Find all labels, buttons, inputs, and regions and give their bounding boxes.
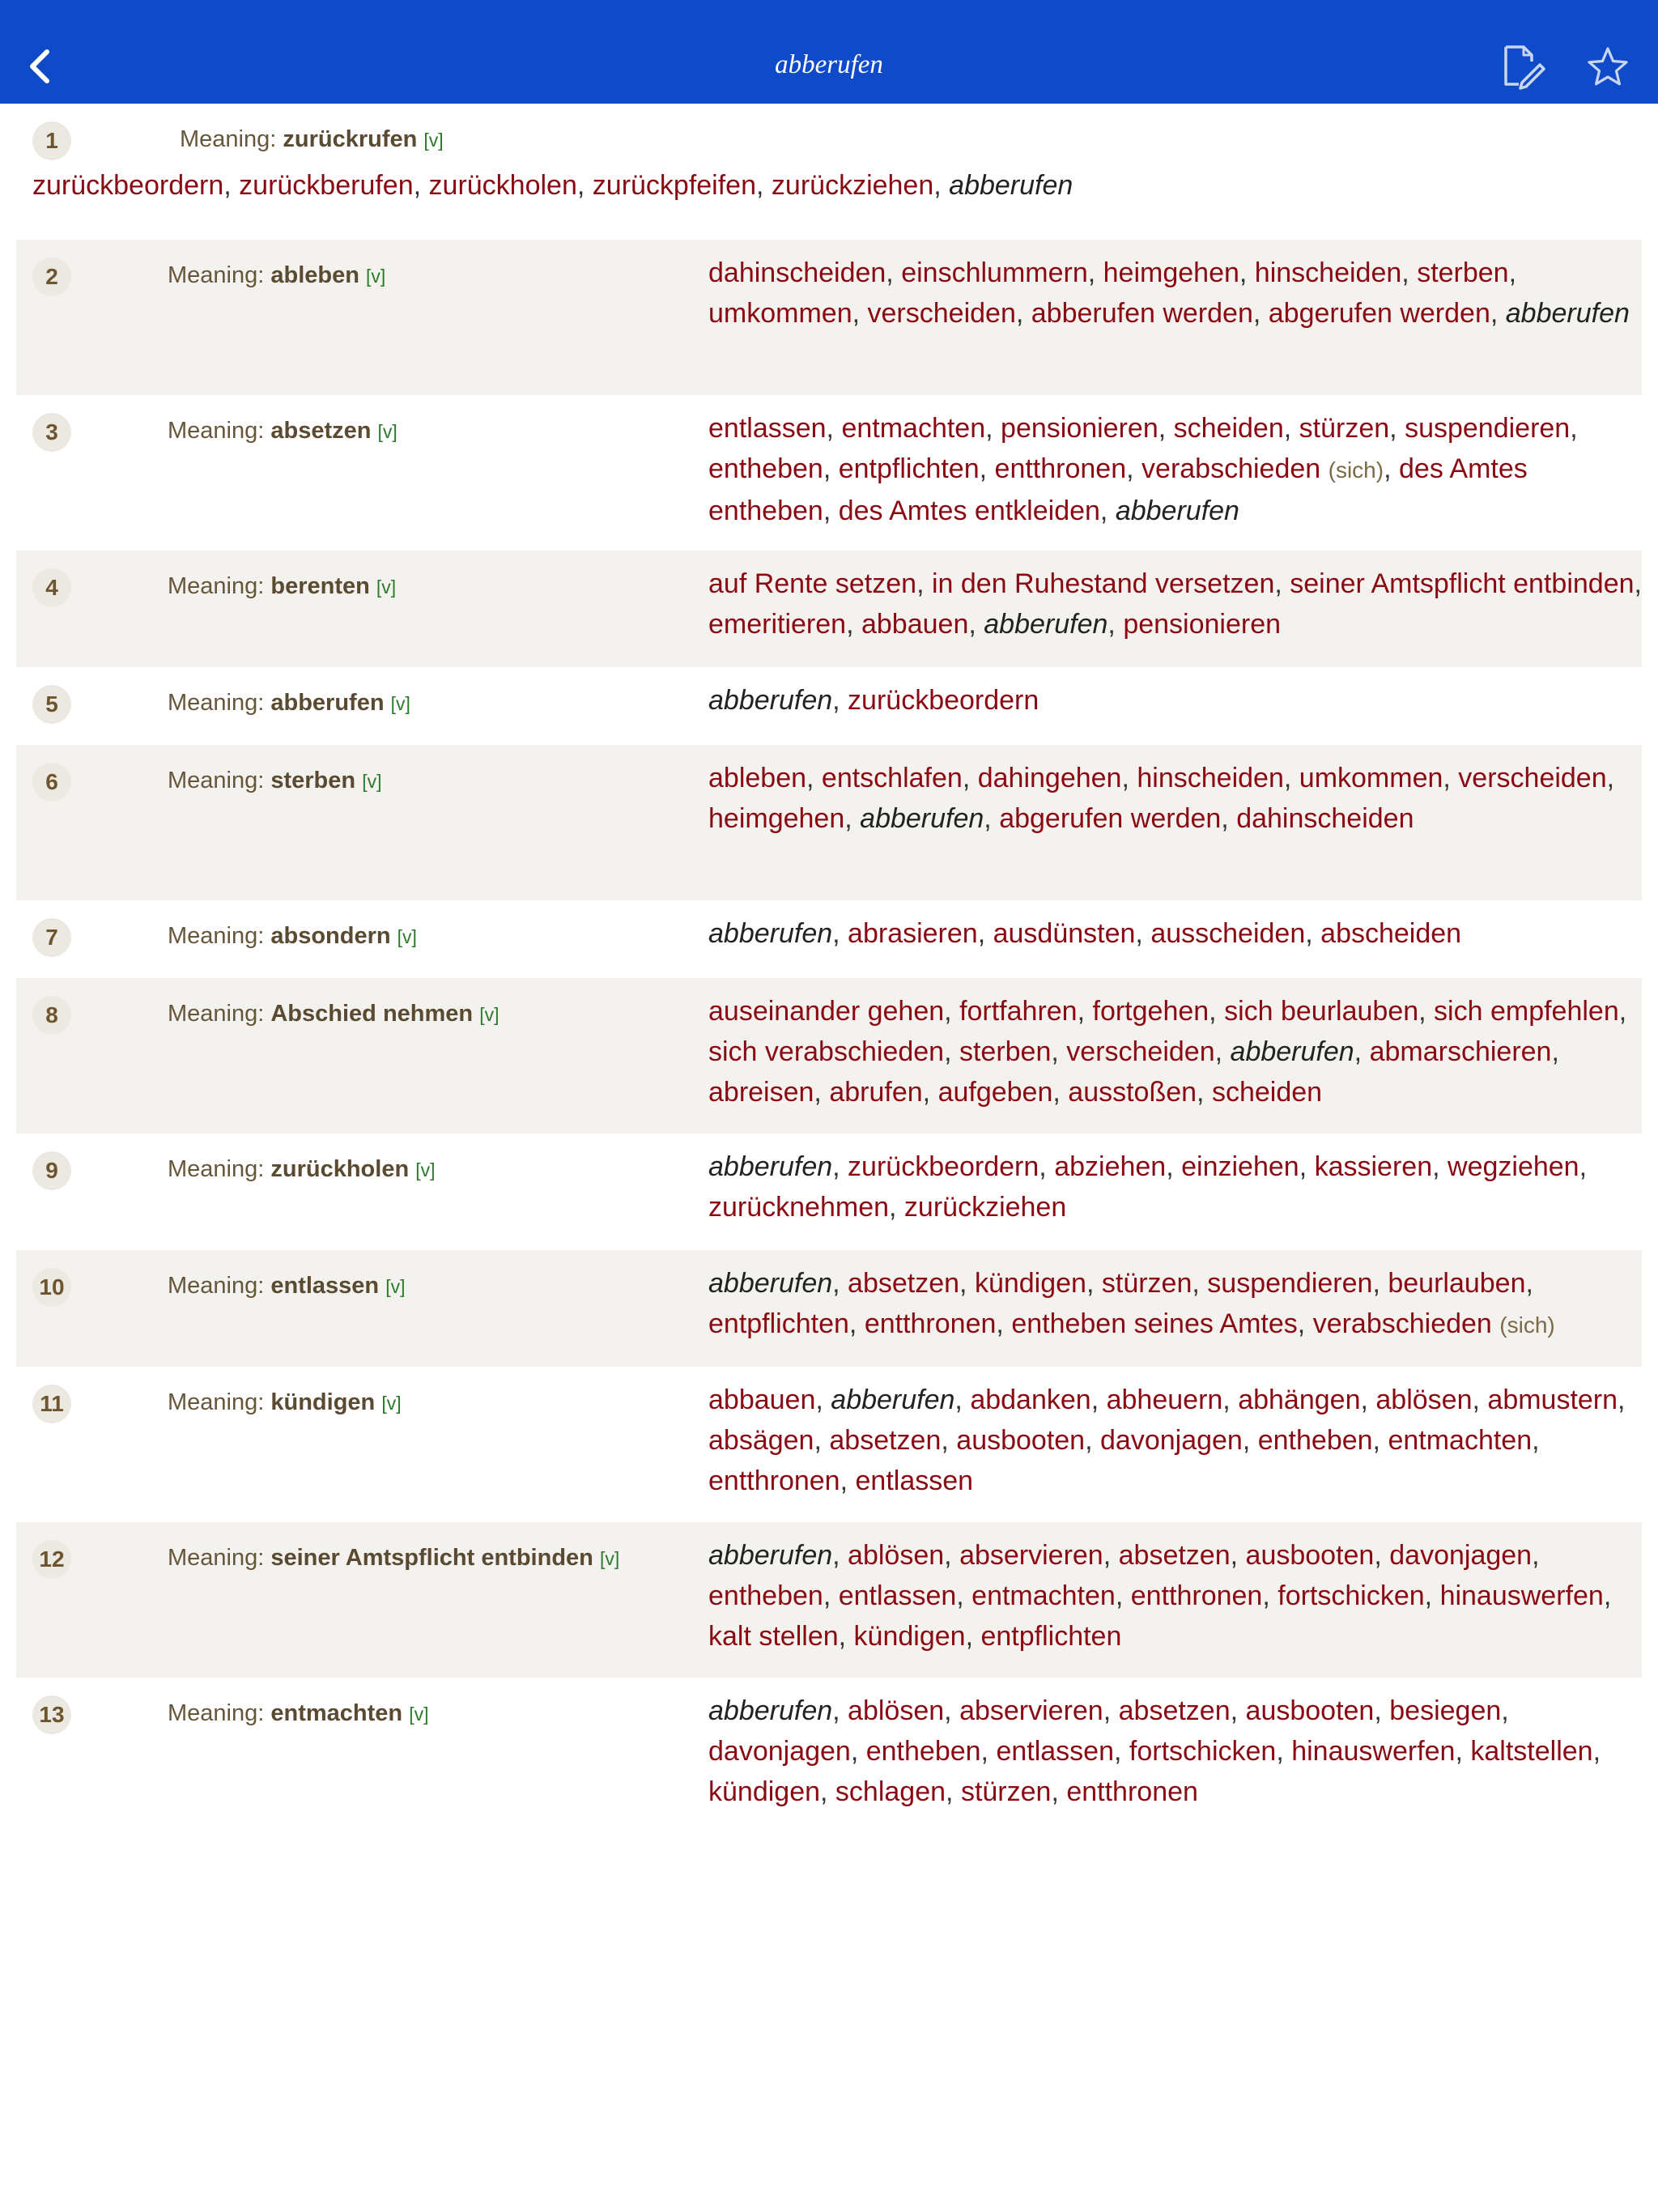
synonym-link[interactable]: abheuern: [1106, 1385, 1223, 1415]
synonym-list: ableben, entschlafen, dahingehen, hinscheiden, umkommen, verscheiden, heimgehen, abberufen, abgerufen werden, dahinscheiden: [708, 763, 1615, 834]
meaning-prefix: Meaning:: [168, 1273, 271, 1299]
synonym-link[interactable]: fortschicken: [1129, 1736, 1277, 1767]
synonym-link[interactable]: des Amtes entkleiden: [838, 496, 1100, 526]
meaning-word: Abschied nehmen: [270, 1001, 474, 1027]
synonym-link[interactable]: auf Rente setzen: [708, 568, 917, 599]
meaning-number-badge: 11: [32, 1385, 71, 1423]
synonym-link[interactable]: davonjagen: [1100, 1425, 1243, 1456]
synonym-link[interactable]: verabschieden: [1141, 453, 1321, 484]
meaning-entry-3[interactable]: [16, 395, 1642, 551]
meaning-label: [168, 259, 385, 292]
meaning-label: [168, 1270, 406, 1303]
synonym-link[interactable]: ausscheiden: [1150, 918, 1306, 949]
meaning-word: seiner Amtspflicht entbinden: [270, 1545, 593, 1571]
meaning-entry-7[interactable]: [16, 900, 1642, 978]
synonym-link[interactable]: kündigen: [974, 1268, 1086, 1299]
headword-synonym: abberufen: [708, 1151, 833, 1182]
star-outline-icon: [1582, 40, 1634, 92]
synonym-link[interactable]: fortgehen: [1092, 996, 1209, 1027]
headword-synonym: abberufen: [1230, 1036, 1354, 1067]
synonym-link[interactable]: abdanken: [970, 1385, 1091, 1415]
headword-synonym: abberufen: [708, 1695, 833, 1726]
synonym-link[interactable]: abrufen: [829, 1077, 923, 1108]
part-of-speech-tag: [v]: [366, 266, 386, 287]
headword-synonym: abberufen: [708, 918, 833, 949]
synonym-link[interactable]: in den Ruhestand versetzen: [931, 568, 1275, 599]
synonym-link[interactable]: absetzen: [1118, 1695, 1231, 1726]
meaning-entry-1[interactable]: [0, 104, 1658, 240]
meaning-word: ableben: [270, 262, 359, 288]
meaning-label: [168, 920, 417, 953]
synonym-list: auf Rente setzen, in den Ruhestand versetzen, seiner Amtspflicht entbinden, emeritieren, abbauen, abberufen, pensionieren: [708, 568, 1642, 640]
synonym-link[interactable]: ausstoßen: [1068, 1077, 1197, 1108]
synonym-link[interactable]: zurückberufen: [239, 170, 414, 201]
synonym-link[interactable]: abgerufen werden: [1268, 298, 1490, 329]
headword-synonym: abberufen: [984, 609, 1108, 640]
synonym-list: abberufen, ablösen, abservieren, absetzen, ausbooten, davonjagen, entheben, entlassen, entmachten, entthronen, fortschicken, hinauswerfen, kalt stellen, kündigen, entpflichten: [708, 1540, 1612, 1652]
meaning-label: [168, 998, 499, 1031]
meaning-prefix: Meaning:: [168, 573, 271, 599]
synonym-link[interactable]: entlassen: [708, 413, 827, 444]
synonym-list: abberufen, absetzen, kündigen, stürzen, suspendieren, beurlauben, entpflichten, entthronen, entheben seines Amtes, verabschieden (sich): [708, 1268, 1555, 1339]
meaning-prefix: Meaning:: [168, 1389, 271, 1415]
meaning-prefix: Meaning:: [180, 126, 283, 152]
synonym-link[interactable]: heimgehen: [1103, 257, 1239, 288]
synonym-link[interactable]: entpflichten: [980, 1621, 1122, 1652]
meaning-label: [168, 570, 396, 603]
synonym-link[interactable]: dahingehen: [977, 763, 1122, 793]
synonym-link[interactable]: entthronen: [994, 453, 1127, 484]
meaning-word: abberufen: [270, 690, 385, 716]
meaning-label: [168, 1697, 428, 1730]
meaning-prefix: Meaning:: [168, 1156, 271, 1182]
meaning-prefix: Meaning:: [168, 262, 271, 288]
part-of-speech-tag: [v]: [479, 1004, 500, 1025]
synonym-link[interactable]: entthronen: [1130, 1580, 1263, 1611]
meaning-entry-12[interactable]: [16, 1522, 1642, 1678]
synonym-link[interactable]: zurücknehmen: [708, 1192, 890, 1223]
synonym-link[interactable]: abhängen: [1238, 1385, 1361, 1415]
synonym-link[interactable]: sich verabschieden: [708, 1036, 945, 1067]
synonym-link[interactable]: fortschicken: [1278, 1580, 1425, 1611]
synonym-link[interactable]: stürzen: [1101, 1268, 1192, 1299]
meaning-label: [168, 1153, 436, 1186]
synonym-link[interactable]: entlassen: [855, 1465, 974, 1496]
meaning-label: [168, 687, 410, 720]
meaning-number-badge: 2: [32, 257, 71, 296]
synonym-link[interactable]: hinscheiden: [1137, 763, 1284, 793]
headword-synonym: abberufen: [708, 685, 833, 716]
synonym-link[interactable]: zurückziehen: [771, 170, 934, 201]
part-of-speech-tag: [v]: [599, 1548, 620, 1569]
synonym-link[interactable]: wegziehen: [1448, 1151, 1579, 1182]
synonym-link[interactable]: entheben: [865, 1736, 981, 1767]
synonym-link[interactable]: besiegen: [1389, 1695, 1502, 1726]
synonym-list: abberufen, ablösen, abservieren, absetzen, ausbooten, besiegen, davonjagen, entheben, entlassen, fortschicken, hinauswerfen, kaltstellen, kündigen, schlagen, stürzen, entthronen: [708, 1695, 1601, 1807]
synonym-link[interactable]: davonjagen: [1389, 1540, 1533, 1571]
synonym-link[interactable]: hinscheiden: [1254, 257, 1402, 288]
synonym-link[interactable]: kündigen: [853, 1621, 966, 1652]
synonym-link[interactable]: abbauen: [861, 609, 969, 640]
synonym-link[interactable]: abscheiden: [1320, 918, 1462, 949]
synonym-link[interactable]: hinauswerfen: [1439, 1580, 1604, 1611]
part-of-speech-tag: [v]: [397, 926, 417, 947]
meaning-word: absetzen: [270, 418, 372, 444]
meaning-entry-8[interactable]: [16, 978, 1642, 1134]
part-of-speech-tag: [v]: [390, 693, 410, 714]
synonym-note: (sich): [1328, 457, 1384, 483]
synonym-link[interactable]: abrasieren: [848, 918, 978, 949]
synonym-link[interactable]: entschlafen: [821, 763, 963, 793]
synonym-list: abbauen, abberufen, abdanken, abheuern, abhängen, ablösen, abmustern, absägen, absetzen, ausbooten, davonjagen, entheben, entmachten, entthronen, entlassen: [708, 1385, 1626, 1496]
headword-synonym: abberufen: [1505, 298, 1630, 329]
meaning-number-badge: 10: [32, 1268, 71, 1307]
synonym-link[interactable]: sich beurlauben: [1224, 996, 1419, 1027]
meaning-prefix: Meaning:: [168, 690, 271, 716]
synonym-link[interactable]: scheiden: [1173, 413, 1284, 444]
synonym-link[interactable]: zurückpfeifen: [592, 170, 757, 201]
synonym-link[interactable]: ablösen: [1375, 1385, 1473, 1415]
synonym-link[interactable]: zurückholen: [428, 170, 577, 201]
meaning-number-badge: 3: [32, 413, 71, 452]
meaning-word: kündigen: [270, 1389, 376, 1415]
synonym-link[interactable]: ausbooten: [956, 1425, 1086, 1456]
synonym-link[interactable]: dahinscheiden: [708, 257, 886, 288]
meaning-number-badge: 12: [32, 1540, 71, 1579]
meaning-prefix: Meaning:: [168, 1545, 271, 1571]
synonym-link[interactable]: abberufen werden: [1031, 298, 1253, 329]
synonym-list: abberufen, zurückbeordern: [708, 685, 1039, 716]
synonym-link[interactable]: entthronen: [864, 1308, 997, 1339]
synonym-link[interactable]: kalt stellen: [708, 1621, 839, 1652]
synonym-link[interactable]: beurlauben: [1388, 1268, 1526, 1299]
part-of-speech-tag: [v]: [415, 1159, 436, 1180]
meaning-entry-11[interactable]: [16, 1367, 1642, 1522]
synonym-link[interactable]: des Amtes entheben: [708, 453, 1528, 526]
synonym-link[interactable]: sterben: [1417, 257, 1509, 288]
synonym-link[interactable]: verscheiden: [1458, 763, 1607, 793]
synonym-link[interactable]: dahinscheiden: [1236, 803, 1414, 834]
meaning-entry-4[interactable]: [16, 551, 1642, 667]
synonym-link[interactable]: entheben seines Amtes: [1011, 1308, 1298, 1339]
synonym-link[interactable]: verscheiden: [867, 298, 1016, 329]
synonym-link[interactable]: entheben: [708, 453, 823, 484]
headword-synonym: abberufen: [949, 170, 1073, 201]
synonym-link[interactable]: ablösen: [848, 1540, 945, 1571]
synonym-link[interactable]: stürzen: [960, 1776, 1052, 1807]
synonym-link[interactable]: aufgeben: [937, 1077, 1053, 1108]
synonym-link[interactable]: abservieren: [959, 1695, 1103, 1726]
synonym-link[interactable]: umkommen: [708, 298, 852, 329]
meaning-word: absondern: [270, 923, 391, 949]
synonym-link[interactable]: davonjagen: [708, 1736, 851, 1767]
synonym-link[interactable]: abmarschieren: [1369, 1036, 1552, 1067]
synonym-list: zurückbeordern, zurückberufen, zurückholen, zurückpfeifen, zurückziehen, abberufen: [32, 170, 1073, 201]
headword-synonym: abberufen: [1115, 496, 1239, 526]
synonym-link[interactable]: zurückziehen: [903, 1192, 1067, 1223]
synonym-link[interactable]: pensionieren: [1001, 413, 1158, 444]
synonym-link[interactable]: abreisen: [708, 1077, 814, 1108]
synonym-link[interactable]: entmachten: [1388, 1425, 1533, 1456]
meaning-word: zurückholen: [270, 1156, 410, 1182]
synonym-link[interactable]: schlagen: [835, 1776, 946, 1807]
synonym-list: auseinander gehen, fortfahren, fortgehen, sich beurlauben, sich empfehlen, sich verabschieden, sterben, verscheiden, abberufen, abmarschieren, abreisen, abrufen, aufgeben, ausstoßen, scheiden: [708, 996, 1627, 1108]
meaning-label: [168, 415, 397, 448]
headword-synonym: abberufen: [860, 803, 984, 834]
synonym-link[interactable]: entmachten: [841, 413, 986, 444]
synonym-link[interactable]: abziehen: [1054, 1151, 1167, 1182]
part-of-speech-tag: [v]: [409, 1704, 429, 1725]
meaning-number-badge: 9: [32, 1151, 71, 1190]
meaning-word: sterben: [270, 768, 356, 793]
synonym-link[interactable]: emeritieren: [708, 609, 847, 640]
synonym-note: (sich): [1499, 1312, 1555, 1338]
synonym-link[interactable]: fortfahren: [959, 996, 1078, 1027]
meaning-entry-5[interactable]: [16, 667, 1642, 745]
synonym-link[interactable]: kaltstellen: [1470, 1736, 1593, 1767]
headword-synonym: abberufen: [708, 1540, 833, 1571]
synonym-link[interactable]: ablösen: [848, 1695, 945, 1726]
synonym-list: abberufen, abrasieren, ausdünsten, ausscheiden, abscheiden: [708, 918, 1462, 949]
meaning-number-badge: 13: [32, 1695, 71, 1734]
synonym-link[interactable]: ausbooten: [1245, 1695, 1375, 1726]
part-of-speech-tag: [v]: [362, 771, 382, 792]
synonym-link[interactable]: zurückbeordern: [32, 170, 224, 201]
synonym-list: abberufen, zurückbeordern, abziehen, einziehen, kassieren, wegziehen, zurücknehmen, zurückziehen: [708, 1151, 1588, 1223]
synonym-link[interactable]: absetzen: [1118, 1540, 1231, 1571]
part-of-speech-tag: [v]: [385, 1276, 406, 1297]
synonym-link[interactable]: einziehen: [1181, 1151, 1299, 1182]
synonym-link[interactable]: einschlummern: [901, 257, 1088, 288]
synonym-link[interactable]: entheben: [1257, 1425, 1373, 1456]
meaning-rows: [0, 240, 1658, 1833]
synonym-link[interactable]: entpflichten: [838, 453, 980, 484]
synonym-link[interactable]: abmustern: [1487, 1385, 1618, 1415]
synonym-link[interactable]: abbauen: [708, 1385, 816, 1415]
synonym-link[interactable]: hinauswerfen: [1291, 1736, 1456, 1767]
meaning-prefix: Meaning:: [168, 1700, 271, 1726]
meaning-label: [168, 1542, 619, 1575]
meaning-number-badge: 7: [32, 918, 71, 957]
synonym-link[interactable]: entheben: [708, 1580, 823, 1611]
edit-note-button[interactable]: [1499, 40, 1548, 92]
part-of-speech-tag: [v]: [377, 421, 397, 442]
synonym-link[interactable]: absetzen: [848, 1268, 960, 1299]
meaning-entry-6[interactable]: [16, 745, 1642, 900]
synonym-link[interactable]: suspendieren: [1207, 1268, 1373, 1299]
synonym-link[interactable]: entlassen: [838, 1580, 957, 1611]
meaning-number-badge: 4: [32, 568, 71, 607]
meaning-prefix: Meaning:: [168, 768, 271, 793]
nav-bar: [0, 0, 1658, 104]
meaning-prefix: Meaning:: [168, 1001, 271, 1027]
meaning-word: zurückrufen: [283, 126, 418, 152]
synonym-link[interactable]: entthronen: [1066, 1776, 1198, 1807]
synonym-link[interactable]: entmachten: [971, 1580, 1116, 1611]
synonym-link[interactable]: abgerufen werden: [999, 803, 1222, 834]
meaning-number-badge: 5: [32, 685, 71, 724]
synonym-link[interactable]: auseinander gehen: [708, 996, 945, 1027]
synonym-link[interactable]: ausdünsten: [993, 918, 1136, 949]
part-of-speech-tag: [v]: [376, 576, 397, 598]
meaning-number-badge: 8: [32, 996, 71, 1035]
synonym-link[interactable]: ableben: [708, 763, 807, 793]
synonym-link[interactable]: sterben: [959, 1036, 1052, 1067]
synonym-link[interactable]: seiner Amtspflicht entbinden: [1290, 568, 1635, 599]
headword-synonym: abberufen: [831, 1385, 955, 1415]
meaning-entry-2[interactable]: [16, 240, 1642, 395]
synonym-link[interactable]: suspendieren: [1405, 413, 1571, 444]
meaning-prefix: Meaning:: [168, 418, 271, 444]
meaning-word: berenten: [270, 573, 370, 599]
meaning-word: entmachten: [270, 1700, 403, 1726]
meaning-entry-9[interactable]: [16, 1134, 1642, 1250]
edit-note-icon: [1499, 40, 1548, 92]
synonym-link[interactable]: entlassen: [996, 1736, 1114, 1767]
synonym-link[interactable]: entthronen: [708, 1465, 840, 1496]
meaning-label: [168, 764, 381, 798]
meaning-label: [180, 123, 444, 156]
meaning-label: [168, 1386, 402, 1419]
part-of-speech-tag: [v]: [381, 1393, 402, 1414]
synonym-link[interactable]: stürzen: [1299, 413, 1390, 444]
meaning-number-badge: 1: [32, 121, 71, 160]
synonym-link[interactable]: sich empfehlen: [1434, 996, 1619, 1027]
synonym-link[interactable]: entpflichten: [708, 1308, 849, 1339]
synonym-link[interactable]: scheiden: [1211, 1077, 1323, 1108]
synonym-list: entlassen, entmachten, pensionieren, scheiden, stürzen, suspendieren, entheben, entpflichten, entthronen, verabschieden (sich), des Amtes entheben, des Amtes entkleiden, abberufen: [708, 413, 1578, 526]
meaning-entry-10[interactable]: [16, 1250, 1642, 1367]
synonym-link[interactable]: kassieren: [1314, 1151, 1433, 1182]
meaning-prefix: Meaning:: [168, 923, 271, 949]
synonym-link[interactable]: verscheiden: [1066, 1036, 1215, 1067]
synonym-link[interactable]: verabschieden: [1312, 1308, 1492, 1339]
results-list: [0, 104, 1658, 1833]
synonym-link[interactable]: absetzen: [829, 1425, 942, 1456]
meaning-entry-13[interactable]: [16, 1678, 1642, 1833]
headword-synonym: abberufen: [708, 1268, 833, 1299]
page-title: abberufen: [775, 50, 883, 79]
synonym-list: dahinscheiden, einschlummern, heimgehen, hinscheiden, sterben, umkommen, verscheiden, abberufen werden, abgerufen werden, abberufen: [708, 257, 1630, 329]
favorite-button[interactable]: [1582, 40, 1634, 92]
synonym-link[interactable]: abservieren: [959, 1540, 1103, 1571]
synonym-link[interactable]: absägen: [708, 1425, 814, 1456]
synonym-link[interactable]: pensionieren: [1123, 609, 1282, 640]
synonym-link[interactable]: kündigen: [708, 1776, 821, 1807]
part-of-speech-tag: [v]: [423, 130, 444, 151]
synonym-link[interactable]: umkommen: [1299, 763, 1443, 793]
meaning-word: entlassen: [270, 1273, 380, 1299]
meaning-number-badge: 6: [32, 763, 71, 802]
synonym-link[interactable]: ausbooten: [1245, 1540, 1375, 1571]
synonym-link[interactable]: heimgehen: [708, 803, 845, 834]
synonym-link[interactable]: zurückbeordern: [848, 685, 1039, 716]
synonym-link[interactable]: zurückbeordern: [848, 1151, 1039, 1182]
